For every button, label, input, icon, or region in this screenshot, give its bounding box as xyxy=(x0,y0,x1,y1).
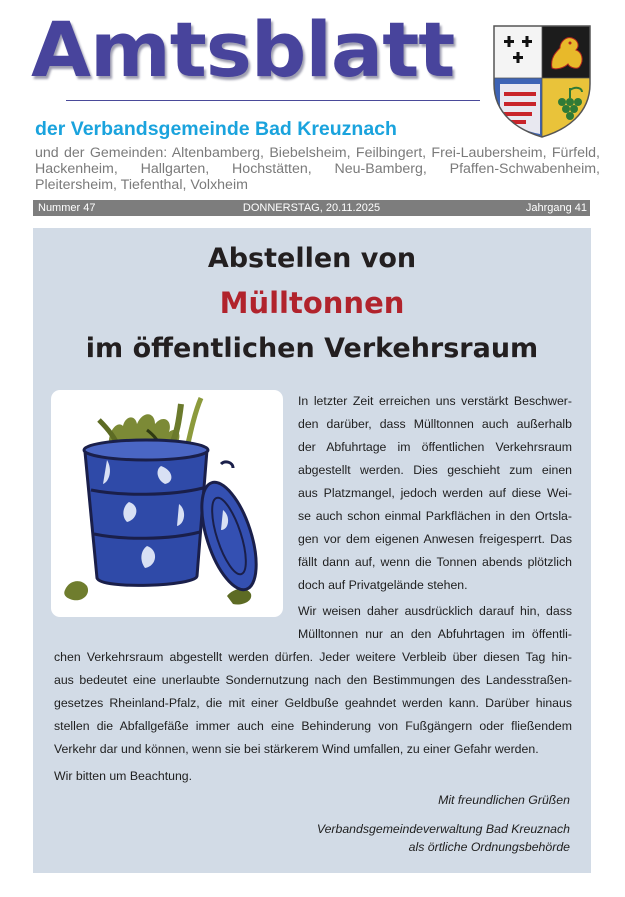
masthead-subtitle: der Verbandsgemeinde Bad Kreuznach xyxy=(35,118,397,140)
signature-line-2: als örtliche Ordnungsbehörde xyxy=(408,840,570,854)
article-paragraph-1 xyxy=(298,390,572,597)
masthead-divider xyxy=(66,100,480,101)
issue-volume: Jahrgang 41 xyxy=(525,202,587,214)
text-line: abgestellt werden. Dies geschieht zum einen xyxy=(298,463,572,477)
issue-date: DONNERSTAG, 20.11.2025 xyxy=(242,202,381,214)
headline-line-1: Abstellen von xyxy=(207,243,417,274)
article-paragraph-2-column xyxy=(298,600,572,646)
text-line: Wir bitten um Beachtung. xyxy=(54,769,193,783)
text-line: Mülltonnen nur an den Abfuhrtagen im öffentli- xyxy=(298,627,572,641)
text-line: chen Verkehrsraum abgestellt werden dürfen. Jeder weitere Verbleib über diesen Tag hin- xyxy=(54,650,572,664)
closing-greeting: Mit freundlichen Grüßen xyxy=(438,793,570,807)
article-paragraph-3 xyxy=(54,765,572,788)
text-line: aus bedeutet eine unerlaubte Sondernutzung nach den Bestimmungen des Landesstraßen- xyxy=(54,673,572,687)
text-line: gesetzes Rheinland-Pfalz, die mit einer Geldbuße geahndet werden kann. Darüber hinaus xyxy=(54,696,572,710)
text-line: se auch schon einmal Parkflächen in den Ortsla- xyxy=(298,509,572,523)
text-line: der Abfuhrtage im öffentlichen Verkehrsraum xyxy=(298,440,572,454)
text-line: doch auf Privatgelände stehen. xyxy=(298,578,468,592)
text-line: den darüber, dass Mülltonnen auch außerhalb xyxy=(298,417,572,431)
headline-line-3: im öffentlichen Verkehrsraum xyxy=(85,333,539,364)
headline-line-2: Mülltonnen xyxy=(219,286,405,320)
text-line: stellen die Abfallgefäße immer auch eine Behinderung von Fußgängern oder fließendem xyxy=(54,719,572,733)
text-line: Verkehr dar und können, wenn sie bei stärkerem Wind umfallen, zu einer Gefahr werden. xyxy=(54,742,539,756)
issue-number: Nummer 47 xyxy=(38,202,96,214)
coat-of-arms-icon xyxy=(490,22,594,140)
masthead xyxy=(0,0,625,228)
masthead-title: Amtsblatt xyxy=(31,5,455,94)
signature-line-1: Verbandsgemeindeverwaltung Bad Kreuznach xyxy=(316,822,570,836)
text-line: In letzter Zeit erreichen uns verstärkt Beschwer- xyxy=(298,394,572,408)
issue-info-bar xyxy=(33,200,590,216)
text-line: aus Platzmangel, jedoch werden auf diese Wei- xyxy=(298,486,572,500)
article-paragraph-2-full xyxy=(54,646,572,761)
text-line: fällt dann auf, wenn die Tonnen abends plötzlich xyxy=(298,555,572,569)
member-communities: und der Gemeinden: Altenbamberg, Biebelsheim, Feilbingert, Frei-Laubersheim, Fürfeld, Hackenheim, Hallgarten, Hochstätten, Neu-Bamberg, Pfaffen-Schwabenheim, Pleitersheim, Tiefenthal, Volxheim xyxy=(35,145,600,193)
text-line: gen vor dem eigenen Anwesen freigesperrt. Das xyxy=(298,532,572,546)
text-line: Wir weisen daher ausdrücklich darauf hin, dass xyxy=(298,604,572,618)
article-box xyxy=(33,228,591,873)
article-image xyxy=(51,390,283,617)
trash-can-illustration xyxy=(51,390,283,617)
